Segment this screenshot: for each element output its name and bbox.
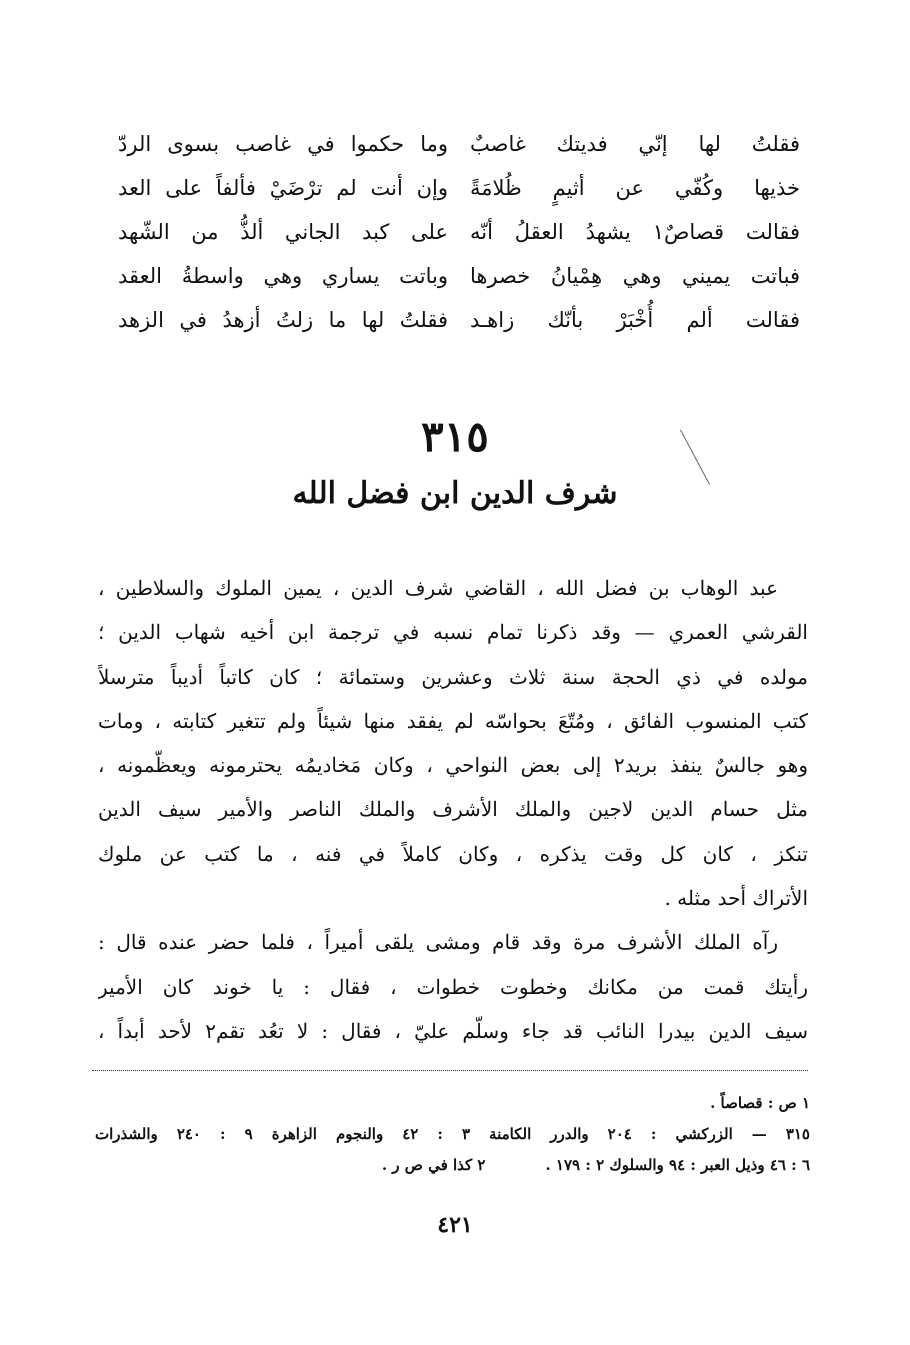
text-line: رآه الملك الأشرف مرة وقد قام ومشى يلقى أميراً ، فلما حضر عنده قال : (98, 930, 778, 955)
poem-block (118, 122, 800, 342)
poem-second-hemistich: فقلتُ لها ما زلتُ أزهدُ في الزهد (118, 307, 448, 332)
poem-first-hemistich: خذيها وكُفّي عن أثيمٍ ظُلامَةً (470, 175, 800, 200)
text-line: عبد الوهاب بن فضل الله ، القاضي شرف الدين ، يمين الملوك والسلاطين ، (98, 576, 778, 600)
text-line: الأتراك أحد مثله . (664, 886, 808, 911)
poem-second-hemistich: على كبد الجاني ألذُّ من الشّهد (118, 219, 448, 244)
poem-line (118, 122, 800, 166)
poem-second-hemistich: وما حكموا في غاصب بسوى الردّ (118, 131, 448, 156)
text-line: كتب المنسوب الفائق ، ومُتّعَ بحواسّه لم يفقد منها شيئاً ولم تتغير كتابته ، ومات (98, 708, 808, 733)
entry-title: شرف الدين ابن فضل الله (292, 476, 618, 511)
paragraph (98, 920, 808, 1053)
text-line: تنكز ، كان كل وقت يذكره ، وكان كاملاً في فنه ، ما كتب عن ملوك (98, 841, 808, 866)
poem-first-hemistich: فقالت ألم أُخْبَرْ بأنّك زاهـد (470, 307, 800, 332)
poem-second-hemistich: وباتت يساري وهي واسطةُ العقد (118, 263, 448, 288)
footnotes (95, 1088, 810, 1181)
poem-first-hemistich: فباتت يميني وهي هِمْيانُ خصرها (470, 263, 800, 288)
poem-first-hemistich: فقلتُ لها إنّي فديتك غاصبٌ (470, 131, 800, 156)
poem-line (118, 210, 800, 254)
page-number: ٤٢١ (437, 1212, 473, 1238)
text-line: سيف الدين بيدرا النائب قد جاء وسلّم عليّ ، فقال : لا تعُد تقم٢ لأحد أبداً ، (98, 1018, 808, 1043)
footnote-1: ١ ص : قصاصاً . (710, 1094, 810, 1112)
text-line: مولده في ذي الحجة سنة ثلاث وعشرين وستمائة ؛ كان كاتباً أديباً مترسلاً (98, 664, 808, 689)
text-line: رأيتك قمت من مكانك وخطوت خطوات ، فقال : يا خوند كان الأمير (98, 974, 808, 999)
entry-number: ٣١٥ (421, 412, 489, 461)
footnote-references-tail: ٦ : ٤٦ وذيل العبر : ٩٤ والسلوك ٢ : ١٧٩ . (545, 1156, 810, 1174)
poem-line (118, 166, 800, 210)
paragraph (98, 566, 808, 920)
poem-second-hemistich: وإن أنت لم ترْضَيْ فألفاً على العد (118, 175, 448, 200)
footnote-references-continued (95, 1150, 810, 1181)
footnote-divider (92, 1070, 808, 1071)
poem-line (118, 298, 800, 342)
spacer (485, 1150, 545, 1181)
text-line: القرشي العمري — وقد ذكرنا تمام نسبه في ترجمة ابن أخيه شهاب الدين ؛ (98, 620, 808, 645)
entry-body (98, 566, 808, 1053)
text-line: وهو جالسٌ ينفذ بريد٢ إلى بعض النواحي ، وكان مَخاديمُه يحترمونه ويعظّمونه ، (98, 753, 808, 778)
text-line: مثل حسام الدين لاجين والملك الأشرف والملك الناصر والأمير سيف الدين (98, 797, 808, 822)
footnote-references: ٣١٥ — الزركشي : ٢٠٤ والدرر الكامنة ٣ : ٤٢ والنجوم الزاهرة ٩ : ٢٤٠ والشذرات (95, 1125, 810, 1143)
poem-line (118, 254, 800, 298)
poem-first-hemistich: فقالت قصاصٌ١ يشهدُ العقلُ أنّه (470, 219, 801, 244)
footnote-2: ٢ كذا في ص ر . (381, 1156, 486, 1174)
